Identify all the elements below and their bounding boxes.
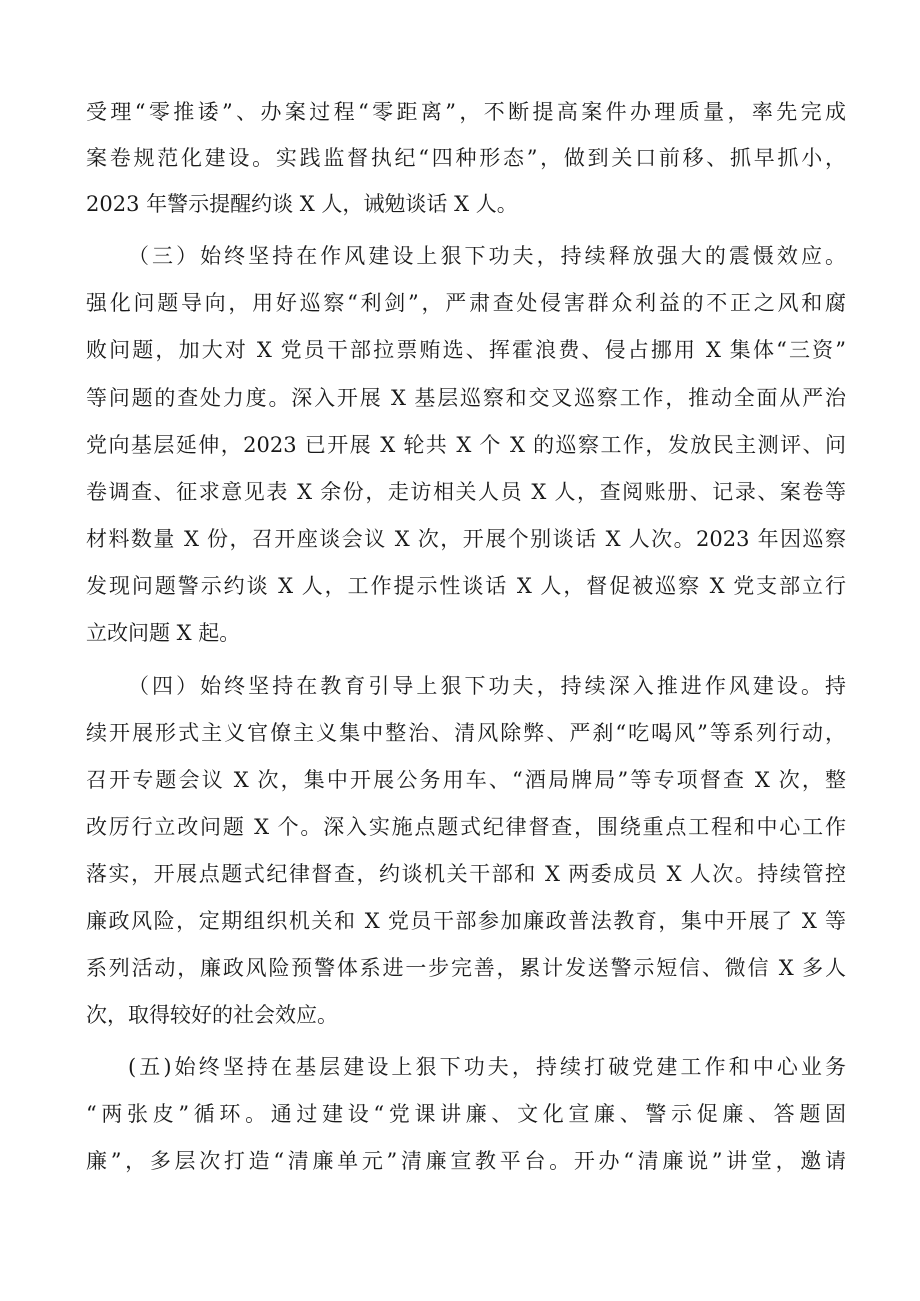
text-line: 次，取得较好的社会效应。 bbox=[86, 1003, 338, 1027]
text-line: 廉政风险，定期组织机关和 X 党员干部参加廉政普法教育，集中开展了 X 等 bbox=[86, 909, 846, 933]
text-line: 2023 年警示提醒约谈 X 人，诫勉谈话 X 人。 bbox=[86, 192, 518, 216]
text-line: 等问题的查处力度。深入开展 X 基层巡察和交叉巡察工作，推动全面从严治 bbox=[86, 386, 846, 410]
section-heading-line: （四）始终坚持在教育引导上狠下功夫，持续深入推进作风建设。持 bbox=[128, 674, 846, 698]
text-line: 案卷规范化建设。实践监督执纪“四种形态”，做到关口前移、抓早抓小， bbox=[86, 146, 846, 170]
text-line: 续开展形式主义官僚主义集中整治、清风除弊、严刹“吃喝风”等系列行动， bbox=[86, 721, 846, 745]
text-line: 系列活动，廉政风险预警体系进一步完善，累计发送警示短信、微信 X 多人 bbox=[86, 956, 846, 980]
text-line: 受理“零推诿”、办案过程“零距离”，不断提高案件办理质量，率先完成 bbox=[86, 100, 846, 124]
text-line: 召开专题会议 X 次，集中开展公务用车、“酒局牌局”等专项督查 X 次，整 bbox=[86, 768, 846, 792]
text-line: 卷调查、征求意见表 X 余份，走访相关人员 X 人，查阅账册、记录、案卷等 bbox=[86, 480, 846, 504]
text-line: 立改问题 X 起。 bbox=[86, 621, 241, 645]
text-line: 落实，开展点题式纪律督查，约谈机关干部和 X 两委成员 X 人次。持续管控 bbox=[86, 862, 846, 886]
text-line: 改厉行立改问题 X 个。深入实施点题式纪律督查，围绕重点工程和中心工作 bbox=[86, 815, 846, 839]
section-heading-line: (五)始终坚持在基层建设上狠下功夫，持续打破党建工作和中心业务 bbox=[128, 1055, 846, 1079]
text-line: 廉”，多层次打造“清廉单元”清廉宣教平台。开办“清廉说”讲堂，邀请 bbox=[86, 1149, 846, 1173]
text-line: 发现问题警示约谈 X 人，工作提示性谈话 X 人，督促被巡察 X 党支部立行 bbox=[86, 574, 846, 598]
text-line: 败问题，加大对 X 党员干部拉票贿选、挥霍浪费、侵占挪用 X 集体“三资” bbox=[86, 338, 846, 362]
text-line: 材料数量 X 份，召开座谈会议 X 次，开展个别谈话 X 人次。2023 年因巡察 bbox=[86, 527, 846, 551]
text-line: 党向基层延伸，2023 已开展 X 轮共 X 个 X 的巡察工作，发放民主测评、问 bbox=[86, 433, 846, 457]
section-heading-line: （三）始终坚持在作风建设上狠下功夫，持续释放强大的震慑效应。 bbox=[128, 244, 846, 268]
text-line: 强化问题导向，用好巡察“利剑”，严肃查处侵害群众利益的不正之风和腐 bbox=[86, 291, 846, 315]
text-line: “两张皮”循环。通过建设“党课讲廉、文化宣廉、警示促廉、答题固 bbox=[86, 1102, 846, 1126]
